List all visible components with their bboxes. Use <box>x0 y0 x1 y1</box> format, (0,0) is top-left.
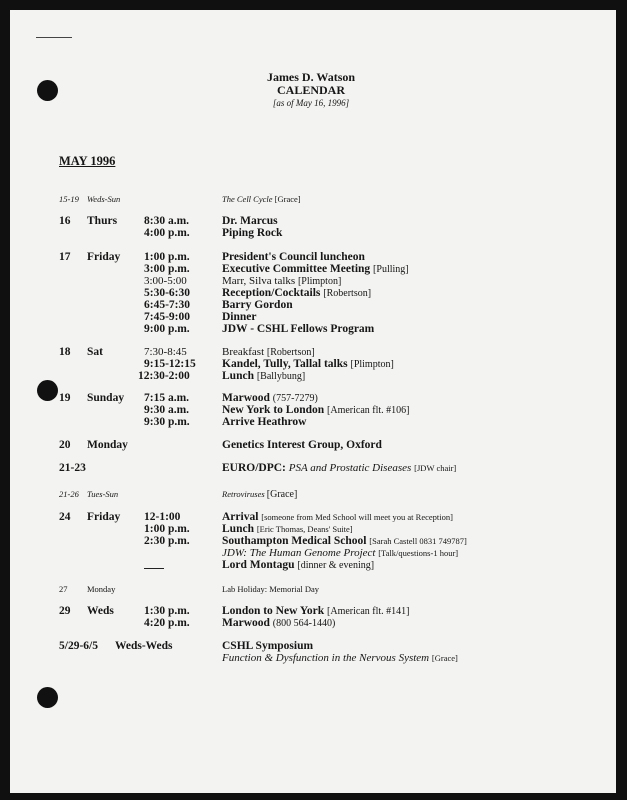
event-line <box>222 523 353 535</box>
event-note: [Sarah Castell 0831 749787] <box>369 536 467 546</box>
event-time: 12-1:00 <box>144 511 181 523</box>
event-line <box>222 488 297 501</box>
date-range: 5/29-6/5 <box>59 640 98 652</box>
event-time: 3:00 p.m. <box>144 263 190 275</box>
event-note: [Robertson] <box>323 288 372 299</box>
date-range: 21-26 <box>59 489 79 499</box>
event-title: Southampton Medical School <box>222 535 367 547</box>
header-name: James D. Watson <box>266 70 356 84</box>
event-time: 9:00 p.m. <box>144 323 190 335</box>
event-title: Breakfast <box>222 346 265 358</box>
date: 16 <box>59 215 71 227</box>
event-time: 7:45-9:00 <box>144 311 190 323</box>
event-time: 4:00 p.m. <box>144 227 190 239</box>
weekday: Tues-Sun <box>87 489 119 499</box>
weekday: Monday <box>87 584 116 594</box>
event-line <box>222 559 374 572</box>
event-title: Marwood <box>222 392 270 404</box>
date: 27 <box>59 584 68 594</box>
event-title: Piping Rock <box>222 227 283 239</box>
event-time: 9:30 p.m. <box>144 416 190 428</box>
punch-hole-top <box>37 80 58 101</box>
event-line <box>222 511 453 523</box>
event-title: Marwood <box>222 617 270 629</box>
weekday: Thurs <box>87 215 118 227</box>
event-line <box>222 652 458 664</box>
event-note: (800 564-1440) <box>272 618 336 629</box>
event-title: Lunch <box>222 370 254 382</box>
event-subtitle: Function & Dysfunction in the Nervous System <box>222 652 430 664</box>
date: 24 <box>59 511 71 523</box>
event-title: Dr. Marcus <box>222 215 278 227</box>
event-note: [Grace] <box>431 653 458 663</box>
punch-hole-bottom <box>37 687 58 708</box>
event-time: 7:30-8:45 <box>144 346 187 358</box>
event-title: JDW: The Human Genome Project <box>222 547 376 559</box>
event-note: (757-7279) <box>272 393 318 404</box>
event-title: Kandel, Tully, Tallal talks <box>222 358 348 370</box>
weekday: Weds <box>87 605 114 617</box>
event-title: Lunch <box>222 523 254 535</box>
weekday: Friday <box>87 251 121 263</box>
event-title: Retroviruses <box>222 489 265 499</box>
event-title: Dinner <box>222 311 257 323</box>
event-subtitle: PSA and Prostatic Diseases <box>288 462 412 474</box>
event-title: London to New York <box>222 605 325 617</box>
event-title: Genetics Interest Group, Oxford <box>222 439 382 451</box>
event-line <box>222 617 335 630</box>
header-title: CALENDAR <box>276 83 345 97</box>
event-note: [JDW chair] <box>414 463 457 473</box>
punch-hole-middle <box>37 380 58 401</box>
event-title: The Cell Cycle <box>222 194 273 204</box>
event-time: 6:45-7:30 <box>144 299 190 311</box>
event-note: [dinner & evening] <box>297 560 375 571</box>
event-note: [someone from Med School will meet you at Reception] <box>261 512 453 522</box>
event-time: 12:30-2:00 <box>138 370 190 382</box>
event-note: [Plimpton] <box>297 276 342 287</box>
event-note: [Plimpton] <box>350 359 394 370</box>
event-note: [Eric Thomas, Deans' Suite] <box>256 524 353 534</box>
event-note: [Grace] <box>274 194 301 204</box>
weekday: Friday <box>87 511 121 523</box>
event-time: 8:30 a.m. <box>144 215 190 227</box>
date: 20 <box>59 439 71 451</box>
date: 19 <box>59 392 71 404</box>
event-time: 1:00 p.m. <box>144 523 190 535</box>
weekday: Sunday <box>87 392 125 404</box>
event-time: 2:30 p.m. <box>144 535 190 547</box>
event-line <box>222 370 305 383</box>
event-note: [Talk/questions-1 hour] <box>378 548 459 558</box>
event-note: [American flt. #141] <box>327 606 410 617</box>
event-title: Barry Gordon <box>222 299 293 311</box>
event-title: Arrive Heathrow <box>222 416 307 428</box>
date: 29 <box>59 605 71 617</box>
event-title: Lord Montagu <box>222 559 295 571</box>
event-line <box>222 193 301 205</box>
pencil-mark <box>36 37 72 38</box>
event-line <box>222 462 456 474</box>
event-time: 9:30 a.m. <box>144 404 190 416</box>
event-title: President's Council luncheon <box>222 251 365 263</box>
date-range: 15-19 <box>59 194 79 204</box>
event-title: Marr, Silva talks <box>222 275 296 287</box>
event-title: Arrival <box>222 511 259 523</box>
date-range: 21-23 <box>59 462 86 474</box>
event-time: 3:00-5:00 <box>144 275 187 287</box>
date: 18 <box>59 346 71 358</box>
event-time: 4:20 p.m. <box>144 617 190 629</box>
event-title: Executive Committee Meeting <box>222 263 371 275</box>
header-asof: [as of May 16, 1996] <box>272 98 350 108</box>
event-time: 1:00 p.m. <box>144 251 190 263</box>
date: 17 <box>59 251 71 263</box>
event-time: 9:15-12:15 <box>144 358 196 370</box>
event-note: [American flt. #106] <box>327 405 410 416</box>
blank-time-line <box>144 568 164 569</box>
event-title: EURO/DPC: <box>222 462 286 474</box>
event-note: [Grace] <box>266 489 298 500</box>
event-line <box>222 251 365 263</box>
event-note: [Ballybung] <box>256 371 306 382</box>
event-time: 7:15 a.m. <box>144 392 190 404</box>
event-title: New York to London <box>222 404 325 416</box>
event-time: 1:30 p.m. <box>144 605 190 617</box>
weekday: Sat <box>87 346 103 358</box>
event-title: Lab Holiday: Memorial Day <box>222 584 320 594</box>
weekday: Monday <box>87 439 128 451</box>
weekday: Weds-Sun <box>87 194 121 204</box>
month-heading: MAY 1996 <box>59 154 116 168</box>
event-note: [Pulling] <box>373 264 409 275</box>
event-note: [Robertson] <box>266 347 315 358</box>
event-line <box>222 547 458 559</box>
event-title: JDW - CSHL Fellows Program <box>222 323 375 335</box>
event-time: 5:30-6:30 <box>144 287 190 299</box>
event-title: CSHL Symposium <box>222 640 314 652</box>
event-line <box>222 535 467 547</box>
weekday: Weds-Weds <box>115 640 173 652</box>
event-title: Reception/Cocktails <box>222 287 321 299</box>
